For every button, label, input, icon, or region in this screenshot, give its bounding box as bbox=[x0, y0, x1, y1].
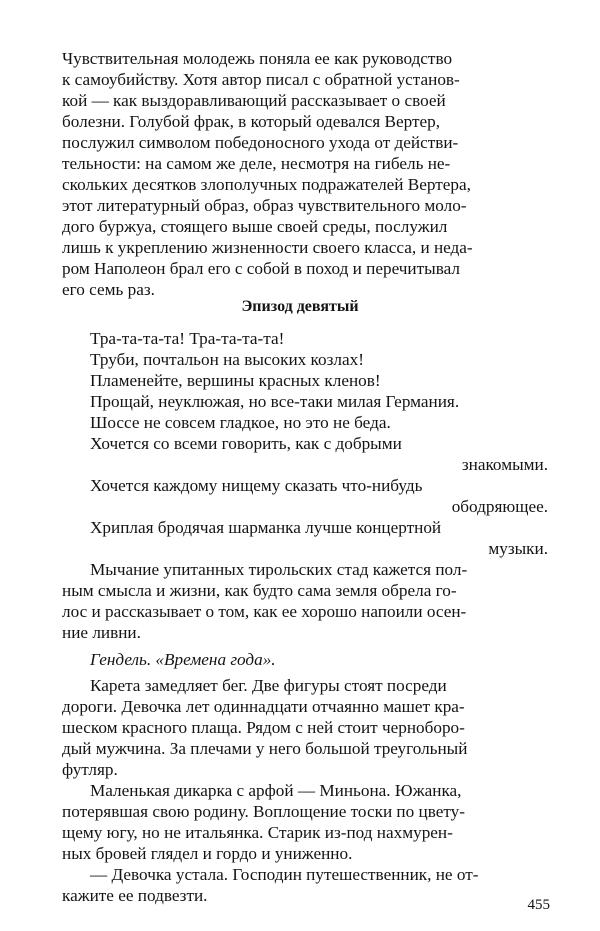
poem-line-continuation: музыки. bbox=[488, 539, 548, 558]
text-line: дый мужчина. За плечами у него большой треугольный bbox=[62, 739, 468, 758]
text-line: послужил символом победоносного ухода от действи- bbox=[62, 133, 459, 152]
poem-line: Хриплая бродячая шарманка лучше концертной bbox=[90, 518, 442, 537]
text-line: к самоубийству. Хотя автор писал с обратной установ- bbox=[62, 70, 460, 89]
text-line: шеском красного плаща. Рядом с ней стоит черноборо- bbox=[62, 718, 465, 737]
text-line: тельности: на самом же деле, несмотря на гибель не- bbox=[62, 154, 451, 173]
text-line: болезни. Голубой фрак, в который одевался Вертер, bbox=[62, 112, 440, 131]
text-line: лос и рассказывает о том, как ее хорошо напоили осен- bbox=[62, 602, 467, 621]
text-line: щему югу, но не итальянка. Старик из-под нахмурен- bbox=[62, 823, 453, 842]
poem-line-continuation: знакомыми. bbox=[461, 455, 548, 474]
poem-line: Хочется со всеми говорить, как с добрыми bbox=[90, 434, 402, 453]
text-line: Мычание упитанных тирольских стад кажется пол- bbox=[90, 560, 468, 579]
text-line: Маленькая дикарка с арфой — Миньона. Южанка, bbox=[90, 781, 462, 800]
text-line: Чувствительная молодежь поняла ее как руководство bbox=[62, 49, 453, 68]
text-line: — Девочка устала. Господин путешественник, не от- bbox=[90, 865, 479, 884]
text-line: потерявшая свою родину. Воплощение тоски по цвету- bbox=[62, 802, 465, 821]
text-line: этот литературный образ, образ чувствительного моло- bbox=[62, 196, 467, 215]
text-line: футляр. bbox=[62, 760, 118, 779]
page-number: 455 bbox=[527, 897, 550, 913]
text-line: кажите ее подвезти. bbox=[62, 886, 208, 905]
text-line: кой — как выздоравливающий рассказывает о своей bbox=[62, 91, 446, 110]
text-line: дороги. Девочка лет одиннадцати отчаянно машет кра- bbox=[62, 697, 465, 716]
text-line: скольких десятков злополучных подражателей Вертера, bbox=[62, 175, 471, 194]
text-line: ным смысла и жизни, как будто сама земля обрела го- bbox=[62, 581, 457, 600]
text-line: дого буржуа, стоящего выше своей среды, послужил bbox=[62, 217, 448, 236]
section-heading: Эпизод девятый bbox=[241, 298, 359, 315]
poem-line: Хочется каждому нищему сказать что-нибудь bbox=[90, 476, 423, 495]
poem-line: Пламенейте, вершины красных кленов! bbox=[90, 371, 381, 390]
text-line: лишь к укреплению жизненности своего класса, и неда- bbox=[62, 238, 473, 257]
poem-line-continuation: ободряющее. bbox=[451, 497, 548, 516]
poem-line: Шоссе не совсем гладкое, но это не беда. bbox=[90, 413, 391, 432]
italic-epigraph: Гендель. «Времена года». bbox=[90, 650, 276, 669]
text-line: его семь раз. bbox=[62, 280, 155, 299]
poem-line: Тра-та-та-та! Тра-та-та-та! bbox=[90, 329, 285, 348]
poem-line: Труби, почтальон на высоких козлах! bbox=[90, 350, 364, 369]
text-line: Карета замедляет бег. Две фигуры стоят посреди bbox=[90, 676, 447, 695]
text-line: ром Наполеон брал его с собой в поход и перечитывал bbox=[62, 259, 460, 278]
text-line: ных бровей глядел и гордо и униженно. bbox=[62, 844, 353, 863]
text-line: ние ливни. bbox=[62, 623, 141, 642]
poem-line: Прощай, неуклюжая, но все-таки милая Германия. bbox=[90, 392, 460, 411]
